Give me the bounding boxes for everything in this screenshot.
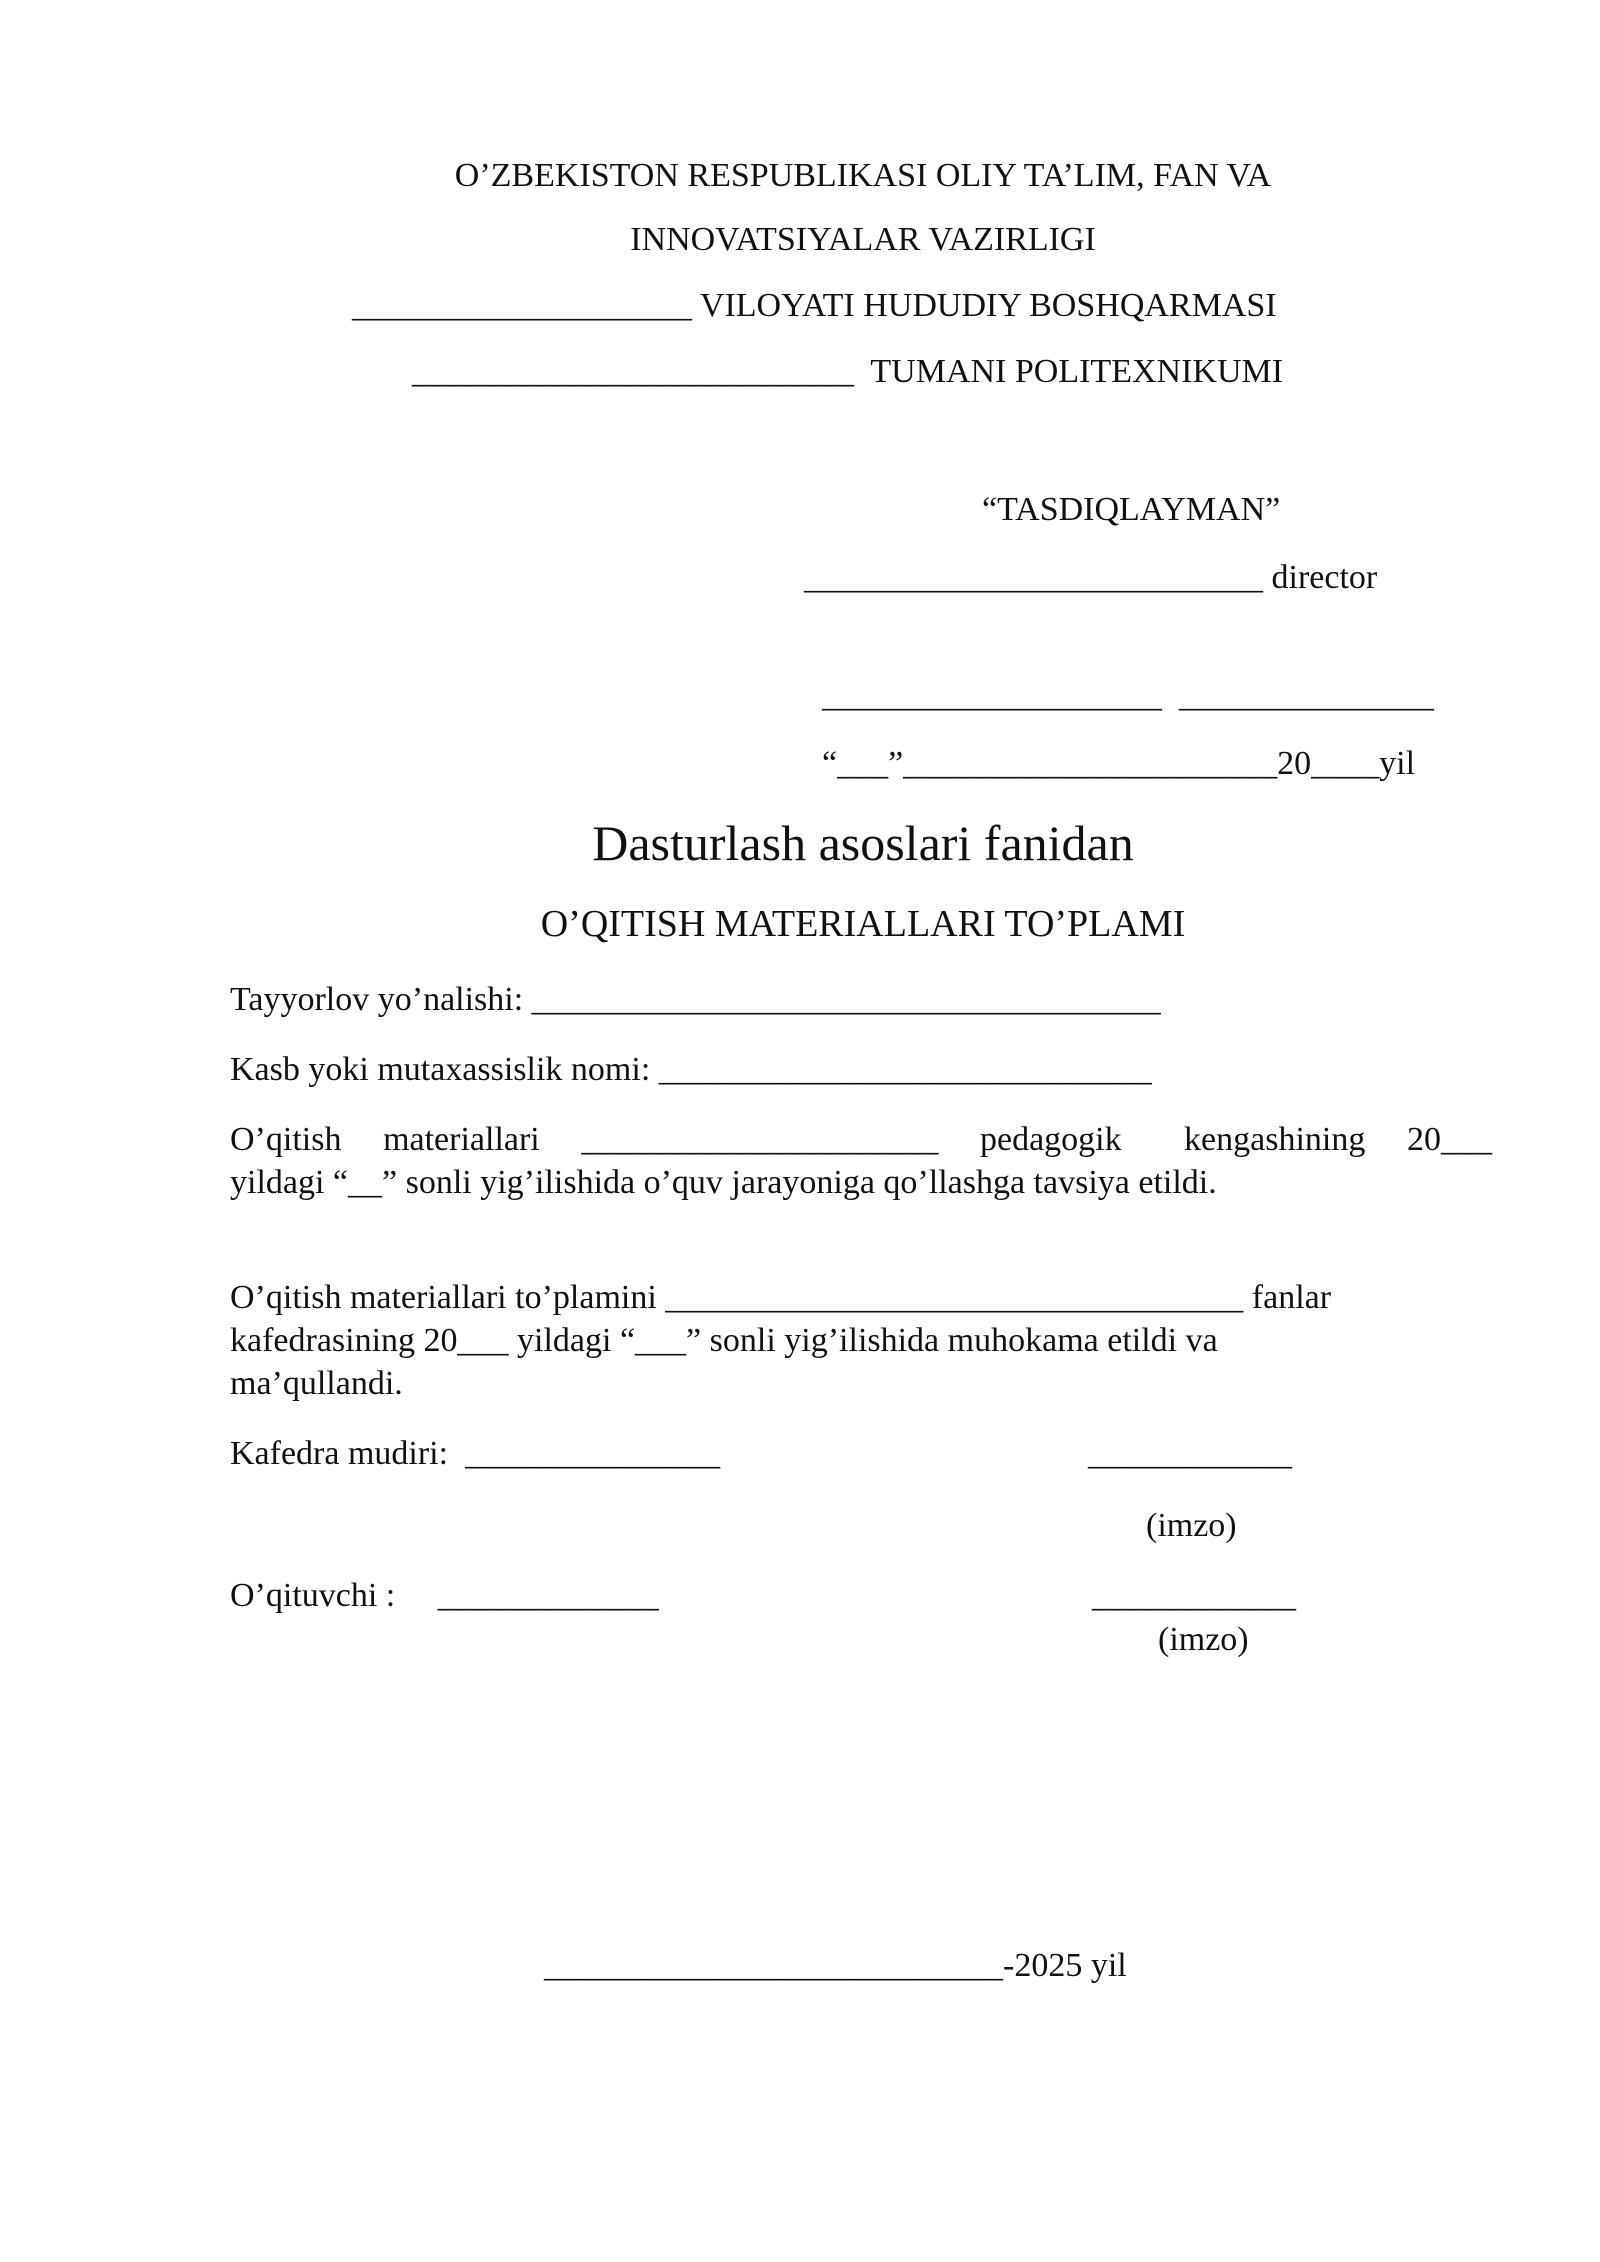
approval-signature-line: ____________________ _______________	[822, 677, 1434, 714]
regional-administration-line: ____________________ VILOYATI HUDUDIY BOSHQARMASI	[352, 287, 1277, 324]
approval-date-line: “___”______________________20____yil	[822, 745, 1416, 782]
ministry-line-2: INNOVATSIYALAR VAZIRLIGI	[630, 221, 1096, 258]
paragraph-1-line-1: O’qitish materiallari _____________________ pedagogik kengashining 20___	[230, 1121, 1492, 1158]
document-title: O’QITISH MATERIALLARI TO’PLAMI	[540, 903, 1186, 945]
department-head-signature-caption: (imzo)	[1146, 1507, 1237, 1544]
district-polytechnic-line: __________________________ TUMANI POLITEXNIKUMI	[412, 353, 1284, 390]
approval-title: “TASDIQLAYMAN”	[982, 491, 1281, 528]
teacher-signature-line: ____________	[1092, 1577, 1296, 1614]
paragraph-2-line-1: O’qitish materiallari to’plamini __________________________________ fanlar	[230, 1279, 1332, 1316]
department-head-label: Kafedra mudiri: _______________	[230, 1435, 721, 1472]
paragraph-2-line-3: ma’qullandi.	[230, 1365, 403, 1402]
teacher-label: O’qituvchi : _____________	[230, 1577, 659, 1614]
teacher-signature-caption: (imzo)	[1158, 1621, 1249, 1658]
ministry-line-1: O’ZBEKISTON RESPUBLIKASI OLIY TA’LIM, FAN VA	[454, 157, 1272, 194]
paragraph-2-line-2: kafedrasining 20___ yildagi “___” sonli yig’ilishida muhokama etildi va	[230, 1322, 1218, 1359]
department-head-signature-line: ____________	[1088, 1435, 1292, 1472]
paragraph-1-line-2: yildagi “__” sonli yig’ilishida o’quv jarayoniga qo’llashga tavsiya etildi.	[230, 1164, 1217, 1201]
director-line: ___________________________ director	[804, 559, 1378, 596]
footer-year-line: ___________________________-2025 yil	[544, 1947, 1127, 1984]
pedagogical-council-paragraph	[230, 1118, 1492, 1204]
training-direction-field: Tayyorlov yo’nalishi: _____________________________________	[230, 981, 1161, 1018]
profession-field: Kasb yoki mutaxassislik nomi: _____________________________	[230, 1051, 1152, 1088]
subject-title: Dasturlash asoslari fanidan	[592, 815, 1134, 871]
department-discussion-paragraph	[230, 1276, 1492, 1405]
